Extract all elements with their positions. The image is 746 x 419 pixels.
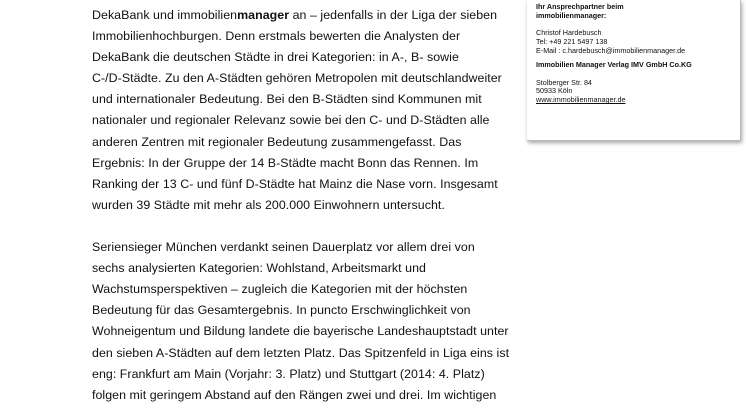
article-line: C-/D-Städte. Zu den A-Städten gehören Metropolen mit deutschlandweiter xyxy=(92,71,502,86)
article-line: folgen mit geringem Abstand auf den Rängen zwei und drei. Im wichtigen xyxy=(92,387,497,402)
contact-heading: immobilienmanager: xyxy=(536,10,607,20)
address-city: 50933 Köln xyxy=(536,86,573,96)
address-street: Stolberger Str. 84 xyxy=(536,77,592,87)
article-text: DekaBank und immobilien xyxy=(92,8,238,22)
article-line: Immobilienhochburgen. Denn erstmals bewerten die Analysten der xyxy=(92,29,461,44)
article-line: und internationaler Bedeutung. Bei den B-Städten sind Kommunen mit xyxy=(92,92,482,107)
contact-box xyxy=(527,0,741,141)
article-line: Ergebnis: In der Gruppe der 14 B-Städte macht Bonn das Rennen. Im xyxy=(92,155,479,170)
contact-name: Christof Hardebusch xyxy=(536,28,602,38)
article-line: Ranking der 13 C- und fünf D-Städte hat Mainz die Nase vorn. Insgesamt xyxy=(92,176,498,191)
article-line: Seriensieger München verdankt seinen Dauerplatz vor allem drei von xyxy=(92,240,475,255)
article-text: an – jedenfalls in der Liga der sieben xyxy=(289,8,498,22)
article-line: anderen Zentren mit regionaler Bedeutung zusammengefasst. Das xyxy=(92,134,462,149)
article-line: Wohneigentum und Bildung landete die bayerische Landeshauptstadt unter xyxy=(92,324,509,339)
contact-phone: Tel: +49 221 5497 138 xyxy=(536,36,608,46)
article-line xyxy=(92,5,522,26)
article-line: wurden 39 Städte mit mehr als 200.000 Einwohnern untersucht. xyxy=(92,197,445,212)
contact-heading: Ihr Ansprechpartner beim xyxy=(536,2,624,11)
article-line: eng: Frankfurt am Main (Vorjahr: 3. Platz) und Stuttgart (2014: 4. Platz) xyxy=(92,366,485,381)
article-line: nationaler und regionaler Relevanz sowie bei den C- und D-Städten alle xyxy=(92,113,490,128)
article-body xyxy=(92,5,522,406)
publisher-name: Immobilien Manager Verlag IMV GmbH Co.KG xyxy=(536,60,692,70)
article-line: Wachstumsperspektiven – zugleich die Kategorien mit der höchsten xyxy=(92,282,468,297)
article-line: sechs analysierten Kategorien: Wohlstand, Arbeitsmarkt und xyxy=(92,261,426,276)
article-line: den sieben A-Städten auf dem letzten Platz. Das Spitzenfeld in Liga eins ist xyxy=(92,345,510,360)
website-link[interactable]: www.immobilienmanager.de xyxy=(536,95,626,104)
brand-name-bold: manager xyxy=(237,8,290,22)
paragraph-gap xyxy=(92,216,522,237)
article-line: DekaBank die deutschen Städte in drei Kategorien: in A-, B- sowie xyxy=(92,50,459,65)
contact-email: E-Mail : c.hardebusch@immobilienmanager.de xyxy=(536,45,686,55)
article-line: Bedeutung für das Gesamtergebnis. In puncto Erschwinglichkeit von xyxy=(92,303,471,318)
